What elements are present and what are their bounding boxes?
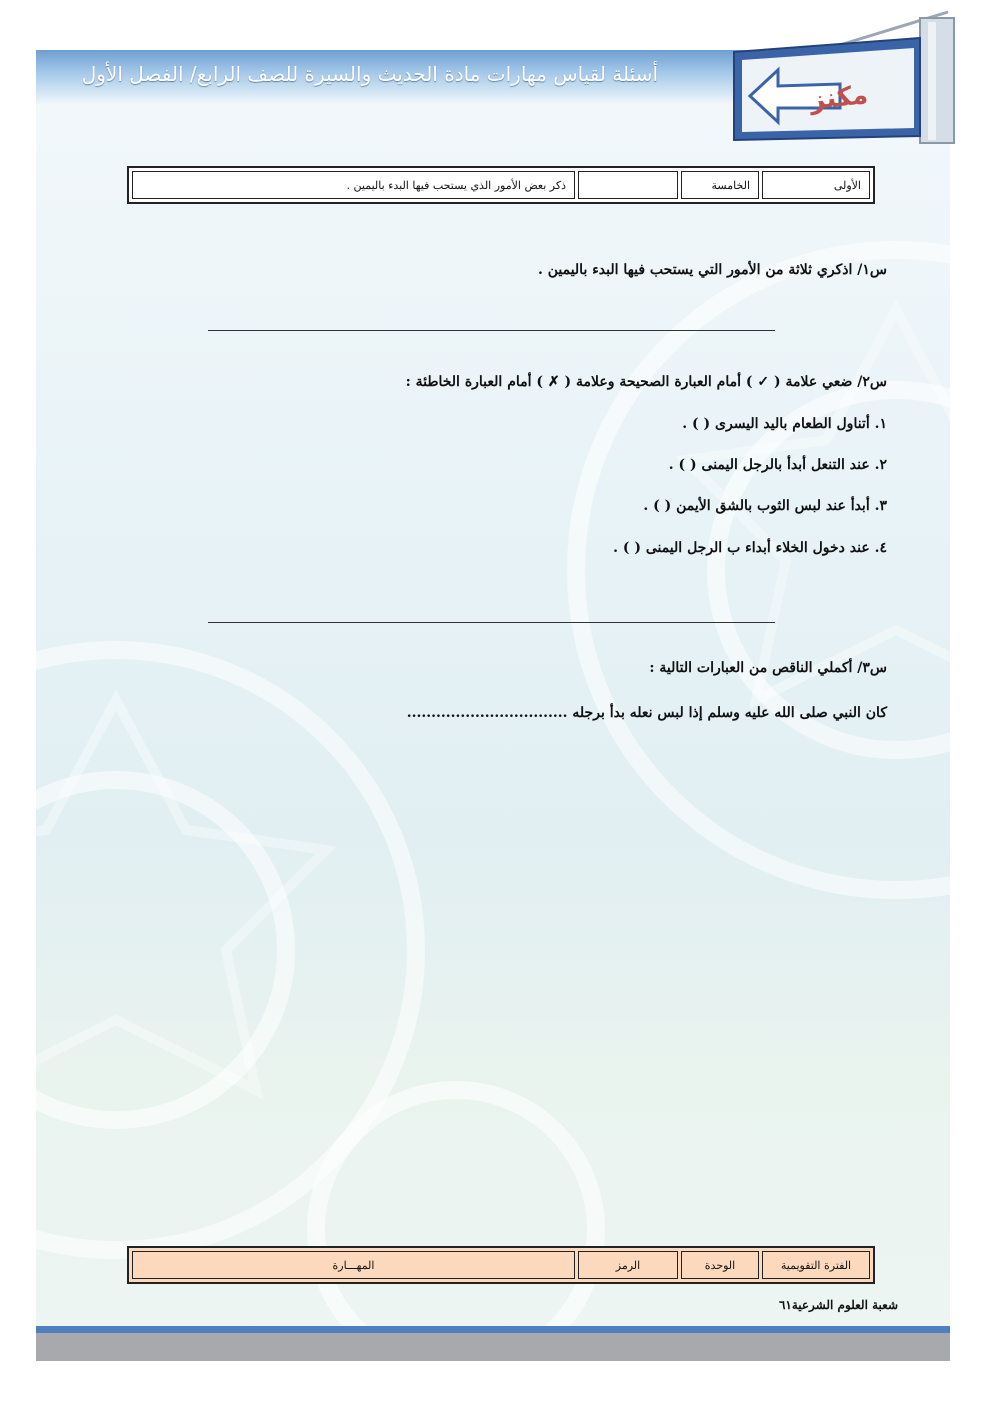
question-2-item: ٤. عند دخول الخلاء أبداء ب الرجل اليمنى ( ) . (613, 540, 887, 556)
sign-label: مكنز (808, 80, 870, 116)
question-2-item: ٢. عند التنعل أبدأ بالرجل اليمنى ( ) . (668, 457, 887, 473)
question-2-item: ٣. أبدأ عند لبس الثوب بالشق الأيمن ( ) . (643, 498, 887, 514)
answer-line-2 (208, 622, 775, 623)
question-1: س١/ اذكري ثلاثة من الأمور التي يستحب فيها البدء باليمين . (537, 262, 887, 278)
table-row (132, 171, 870, 199)
skill-label-cell: المهـــارة (132, 1251, 575, 1279)
footer-text: شعبة العلوم الشرعية٦١ (778, 1298, 898, 1312)
skill-info-table (127, 166, 875, 204)
period-cell: الأولى (762, 171, 870, 199)
page-title: أسئلة لقياس مهارات مادة الحديث والسيرة للصف الرابع/ الفصل الأول (81, 62, 658, 86)
answer-line-1 (208, 330, 775, 331)
makniz-sign-icon (720, 8, 960, 148)
footer-stripe (36, 1326, 950, 1333)
period-label-cell: الفترة التقويمية (762, 1251, 870, 1279)
code-label-cell: الرمز (578, 1251, 678, 1279)
skill-cell: ذكر بعض الأمور الذي يستحب فيها البدء باليمين . (132, 171, 575, 199)
skill-header-table (127, 1246, 875, 1284)
question-3-sentence: كان النبي صلى الله عليه وسلم إذا لبس نعله بدأ برجله ................................. (406, 705, 887, 721)
table-row (132, 1251, 870, 1279)
question-2-prompt: س٢/ ضعي علامة ( ✓ ) أمام العبارة الصحيحة وعلامة ( ✗ ) أمام العبارة الخاطئة : (405, 374, 887, 390)
code-cell (578, 171, 678, 199)
footer-bar (36, 1333, 950, 1361)
unit-cell: الخامسة (681, 171, 759, 199)
unit-label-cell: الوحدة (681, 1251, 759, 1279)
question-3-prompt: س٣/ أكملي الناقص من العبارات التالية : (649, 660, 887, 676)
question-2-item: ١. أتناول الطعام باليد اليسرى ( ) . (682, 416, 887, 432)
